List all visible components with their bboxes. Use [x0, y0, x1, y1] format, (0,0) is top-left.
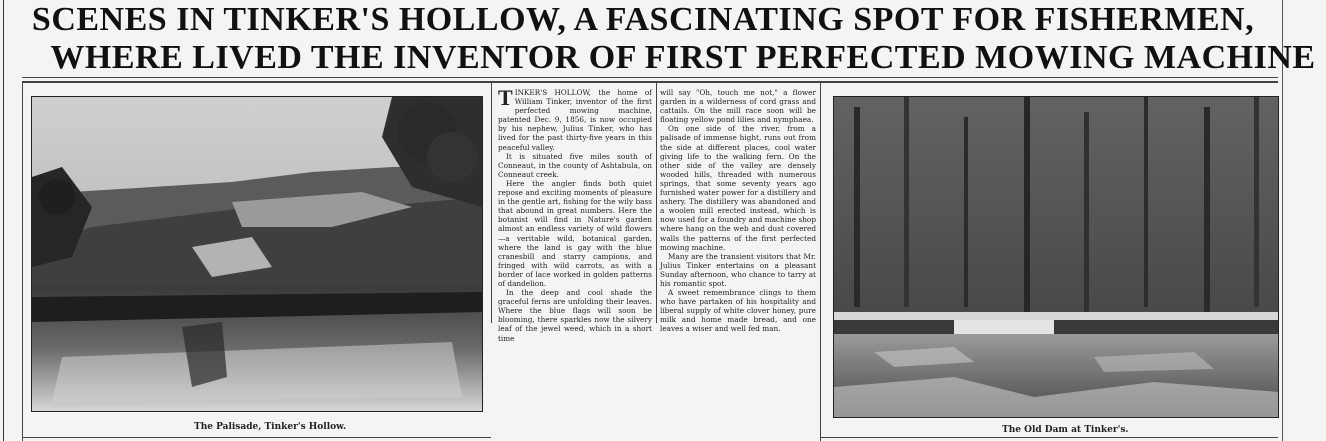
- old-dam-photo: [833, 96, 1279, 418]
- column-divider: [22, 83, 23, 441]
- article-column-2: [660, 88, 816, 334]
- article-paragraph: On one side of the river, from a palisade of immense hight, runs out from the side at different places, cool water giving life to the walking fern. On the other side of the valley are densely wooded hills, threaded with numerous springs, that some seventy years ago furnished water power for a distillery and ashery. The distillery was abandoned and a woolen mill erected instead, which is now used for a foundry and machine shop where hang on the web and dust covered walls the patterns of the first perfected mowing machine.: [660, 124, 816, 252]
- column-divider: [656, 83, 657, 323]
- headline-line-1: SCENES IN TINKER'S HOLLOW, A FASCINATING SPOT FOR FISHERMEN,: [31, 1, 1255, 38]
- column-divider: [820, 83, 821, 441]
- article-column-1: [498, 85, 652, 343]
- palisade-caption: The Palisade, Tinker's Hollow.: [194, 422, 347, 432]
- column-divider: [491, 83, 492, 323]
- old-dam-caption: The Old Dam at Tinker's.: [1002, 425, 1129, 435]
- headline-rule-double: [22, 81, 1278, 83]
- palisade-photo: [31, 96, 483, 412]
- bottom-rule: [820, 437, 1278, 438]
- article-paragraph: A sweet remembrance clings to them who have partaken of his hospitality and liberal supply of white clover honey, pure milk and home made bread, and one leaves a wiser and well fed man.: [660, 288, 816, 334]
- article-dropcap: T: [498, 85, 513, 110]
- bottom-rule: [22, 437, 491, 438]
- article-paragraph: It is situated five miles south of Conneaut, in the county of Ashtabula, on Conneaut creek.: [498, 151, 652, 179]
- article-paragraph: In the deep and cool shade the graceful ferns are unfolding their leaves. Where the blue flags will soon be blooming, there sparkles now the silvery leaf of the jewel weed, which in a short time: [498, 288, 652, 343]
- article-paragraph: Many are the transient visitors that Mr. Julius Tinker entertains on a pleasant Sunday afternoon, who chance to tarry at his romantic spot.: [660, 251, 816, 288]
- article-paragraph: Here the angler finds both quiet repose and exciting moments of pleasure in the gentle art, fishing for the wily bass that abound in great numbers. Here the botanist will find in Nature's garden almost an endless variety of wild flowers—a veritable wild, botanical garden, where the land is gay with the blue cranesbill and starry campions, and fringed with wild carrots, as with a border of lace worked in golden patterns of dandelion.: [498, 178, 652, 288]
- headline-line-2: WHERE LIVED THE INVENTOR OF FIRST PERFECTED MOWING MACHINE: [50, 39, 1316, 76]
- headline-rule: [22, 77, 1278, 78]
- article-paragraph: will say "Oh, touch me not," a flower garden in a wilderness of cord grass and cattails. On the mill race soon will be floating yellow pond lilies and nymphaea.: [660, 88, 816, 125]
- article-paragraph: INKER'S HOLLOW, the home of William Tinker, inventor of the first perfected mowing machine, patented Dec. 9, 1856, is now occupied by his nephew, Julius Tinker, who has lived for the past thirty-five years in this peaceful valley.: [498, 88, 652, 152]
